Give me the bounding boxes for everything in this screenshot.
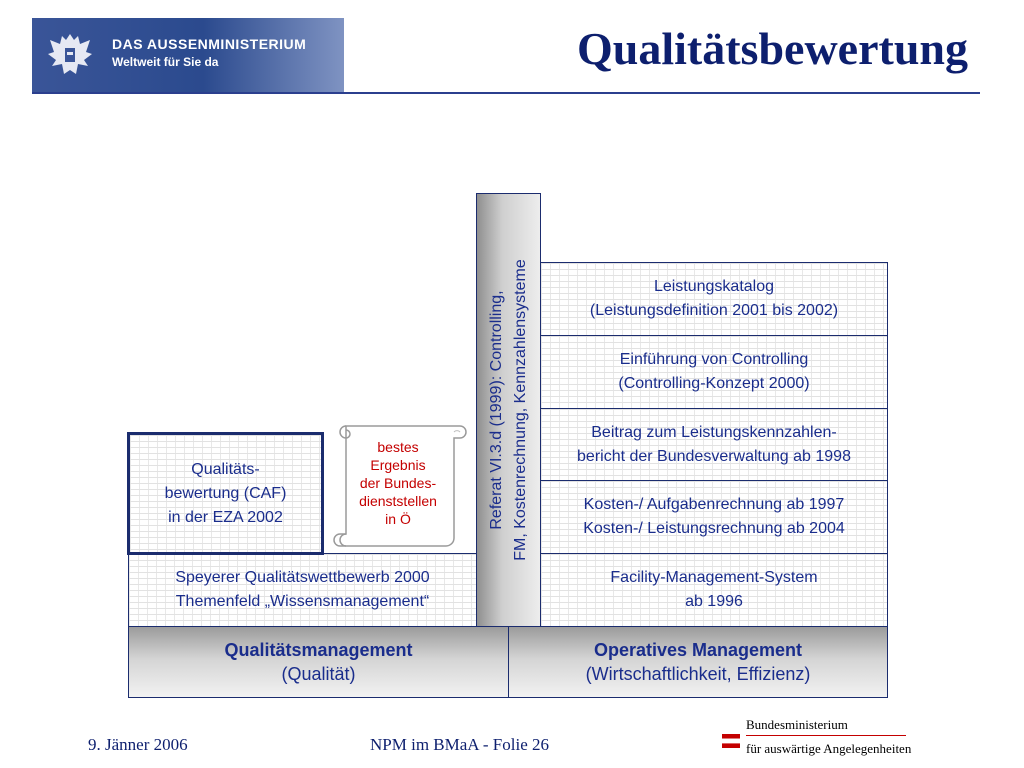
referat-line2: FM, Kostenrechnung, Kennzahlensysteme — [512, 259, 529, 561]
logo-tagline: Weltweit für Sie da — [112, 55, 219, 69]
stack-line1: Facility-Management-System — [610, 569, 818, 586]
stack-box-controlling — [540, 335, 888, 409]
base-left-subtitle: (Qualität) — [281, 664, 356, 684]
ministry-logo — [32, 18, 344, 93]
referat-line1: Referat VI.3.d (1999): Controlling, — [488, 290, 505, 530]
austria-flag-icon — [722, 734, 740, 748]
stack-line2: Kosten-/ Leistungsrechnung ab 2004 — [583, 520, 845, 537]
scroll-line1: bestes — [377, 439, 419, 455]
scroll-line5: in Ö — [385, 511, 411, 527]
footer-ministry-line2: für auswärtige Angelegenheiten — [746, 741, 912, 756]
stack-line1: Kosten-/ Aufgabenrechnung ab 1997 — [583, 496, 845, 513]
speyer-box — [128, 553, 477, 627]
stack-line2: bericht der Bundesverwaltung ab 1998 — [577, 447, 851, 465]
speyer-line2: Themenfeld „Wissensmanagement“ — [175, 593, 430, 610]
stack-line2: ab 1996 — [685, 593, 743, 610]
footer-ministry-divider — [746, 735, 906, 736]
caf-line3: in der EZA 2002 — [168, 508, 283, 526]
stack-line1: Einführung von Controlling — [619, 351, 809, 368]
scroll-line3: der Bundes- — [359, 475, 437, 491]
caf-line1: Qualitäts- — [191, 460, 260, 478]
logo-title: DAS AUSSENMINISTERIUM — [112, 36, 307, 52]
referat-vertical-text — [485, 200, 533, 620]
stack-line2: (Leistungsdefinition 2001 bis 2002) — [589, 302, 839, 319]
base-qualitaetsmanagement — [128, 626, 509, 698]
speyer-line1: Speyerer Qualitätswettbewerb 2000 — [175, 569, 430, 586]
eagle-emblem-icon — [40, 26, 100, 86]
stack-box-kostenrechnung — [540, 480, 888, 554]
scroll-line4: dienststellen — [359, 493, 437, 509]
footer-date: 9. Jänner 2006 — [88, 735, 188, 754]
stack-line2: (Controlling-Konzept 2000) — [618, 375, 810, 392]
base-right-subtitle: (Wirtschaftlichkeit, Effizienz) — [585, 664, 811, 684]
stack-line1: Beitrag zum Leistungskennzahlen- — [591, 423, 837, 441]
stack-line1: Leistungskatalog — [653, 278, 775, 295]
stack-box-facility — [540, 553, 888, 627]
base-operatives-management — [508, 626, 888, 698]
footer-slide-number: NPM im BMaA - Folie 26 — [370, 735, 549, 754]
base-right-title: Operatives Management — [593, 640, 803, 660]
stack-box-kennzahlen — [540, 408, 888, 481]
scroll-text — [348, 438, 448, 528]
caf-box — [127, 432, 324, 555]
slide-title: Qualitätsbewertung — [577, 23, 968, 74]
base-left-title: Qualitätsmanagement — [224, 640, 413, 660]
scroll-line2: Ergebnis — [370, 457, 426, 473]
stack-box-leistungskatalog — [540, 262, 888, 336]
header-divider — [32, 92, 980, 94]
caf-line2: bewertung (CAF) — [164, 484, 287, 502]
footer-ministry-line1: Bundesministerium — [746, 717, 848, 732]
